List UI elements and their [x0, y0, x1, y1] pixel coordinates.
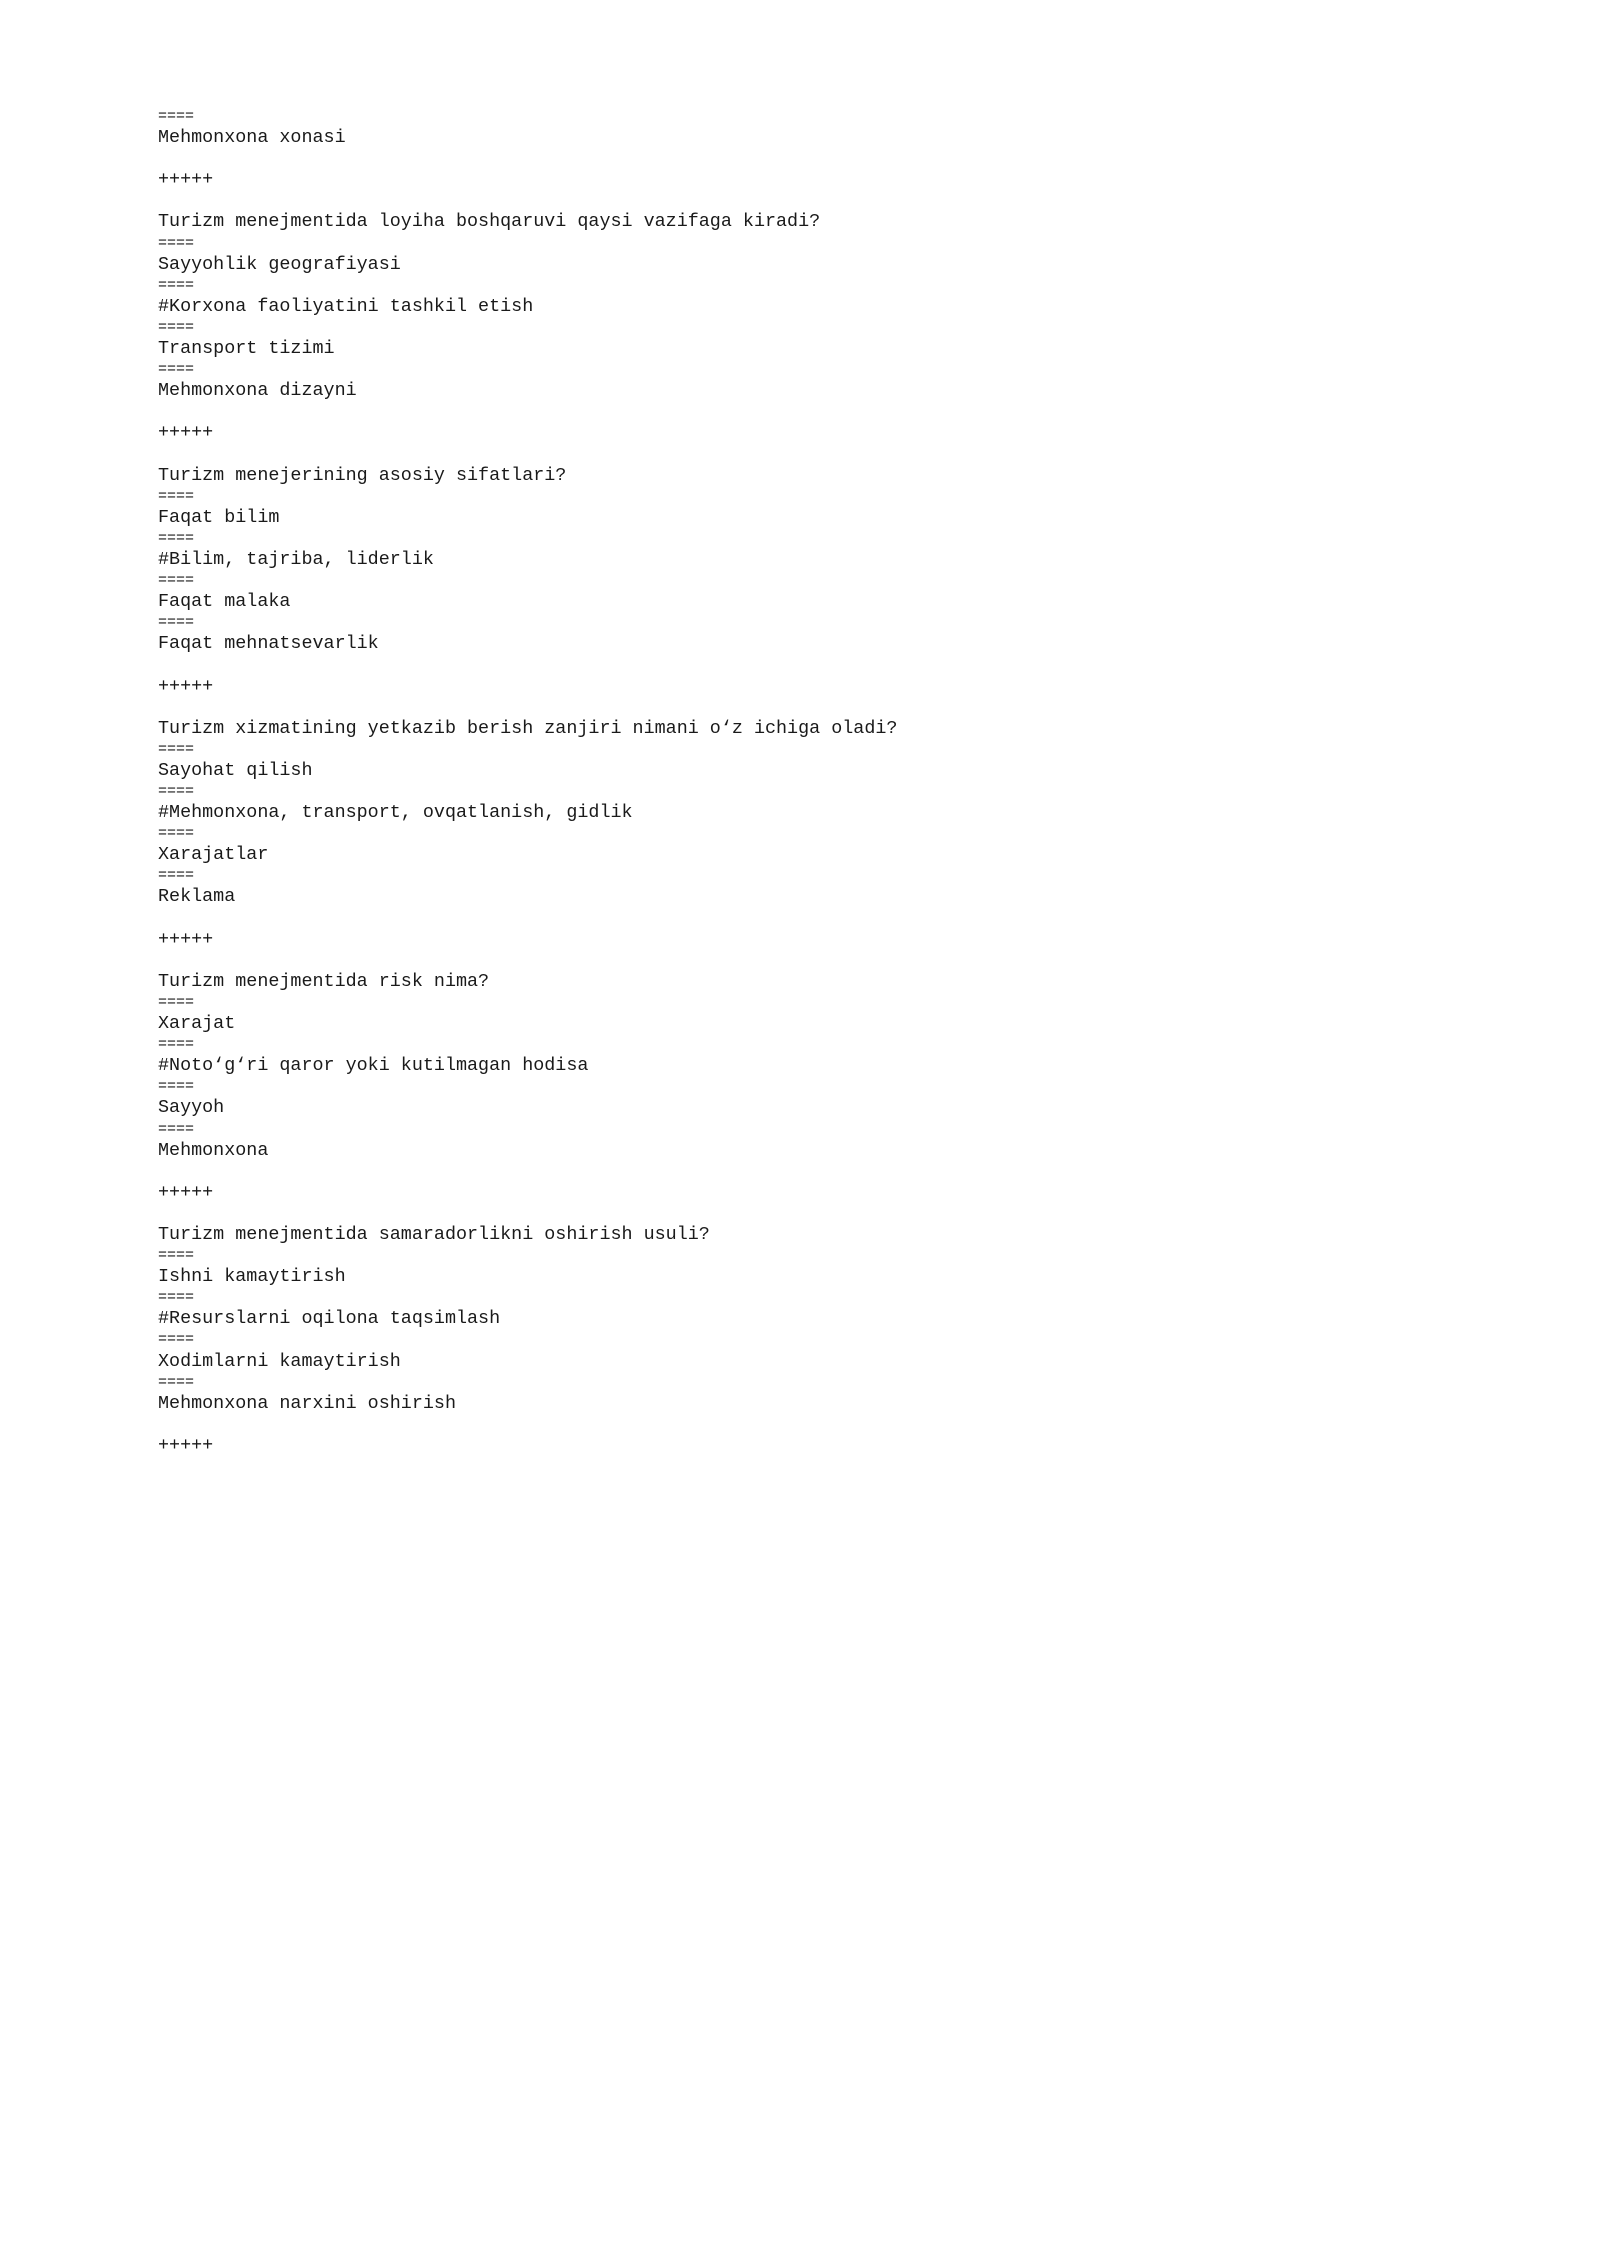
answer-line: Faqat mehnatsevarlik	[158, 633, 379, 655]
question-delimiter: +++++	[158, 422, 214, 444]
separator-line: ====	[158, 867, 195, 885]
separator-line: ====	[158, 361, 195, 379]
separator-line: ====	[158, 1078, 195, 1096]
blank-line	[158, 908, 1058, 929]
separator-line: ====	[158, 318, 195, 336]
answer-line: Ishni kamaytirish	[158, 1266, 346, 1288]
answer-line: Reklama	[158, 886, 236, 908]
separator-line: ====	[158, 825, 195, 843]
separator-line: ====	[158, 108, 195, 125]
question-line: Turizm menejmentida risk nima?	[158, 970, 490, 992]
blank-line	[158, 444, 1058, 465]
answer-line: Sayyoh	[158, 1097, 225, 1119]
separator-line: ====	[158, 740, 195, 758]
answer-line: Xarajat	[158, 1013, 236, 1035]
answer-line: Xodimlarni kamaytirish	[158, 1350, 401, 1372]
correct-answer-line: #Bilim, tajriba, liderlik	[158, 548, 434, 570]
answer-line: Mehmonxona xonasi	[158, 127, 346, 149]
question-line: Turizm menejmentida loyiha boshqaruvi qaysi vazifaga kiradi?	[158, 211, 821, 233]
separator-line: ====	[158, 1036, 195, 1054]
blank-line	[158, 1414, 1058, 1435]
correct-answer-line: #Korxona faoliyatini tashkil etish	[158, 295, 534, 317]
separator-line: ====	[158, 1331, 195, 1349]
question-delimiter: +++++	[158, 1181, 214, 1203]
answer-line: Mehmonxona	[158, 1139, 269, 1161]
separator-line: ====	[158, 783, 195, 800]
question-delimiter: +++++	[158, 169, 214, 191]
correct-answer-line: #Noto‘g‘ri qaror yoki kutilmagan hodisa	[158, 1055, 589, 1077]
correct-answer-line: #Resurslarni oqilona taqsimlash	[158, 1308, 501, 1330]
question-line: Turizm xizmatining yetkazib berish zanjiri nimani o‘z ichiga oladi?	[158, 717, 898, 739]
blank-line	[158, 697, 1058, 718]
answer-line: Mehmonxona dizayni	[158, 380, 357, 402]
separator-line: ====	[158, 993, 195, 1011]
question-line: Turizm menejerining asosiy sifatlari?	[158, 464, 567, 486]
blank-line	[158, 190, 1058, 211]
blank-line	[158, 148, 1058, 169]
answer-line: Faqat bilim	[158, 506, 280, 528]
answer-line: Transport tizimi	[158, 338, 335, 360]
separator-line: ====	[158, 1289, 195, 1307]
blank-line	[158, 1161, 1058, 1182]
answer-line: Mehmonxona narxini oshirish	[158, 1392, 456, 1414]
question-delimiter: +++++	[158, 1434, 214, 1456]
correct-answer-line: #Mehmonxona, transport, ovqatlanish, gidlik	[158, 802, 633, 824]
separator-line: ====	[158, 1120, 195, 1138]
question-delimiter: +++++	[158, 675, 214, 697]
blank-line	[158, 1203, 1058, 1224]
separator-line: ====	[158, 1247, 195, 1265]
question-line: Turizm menejmentida samaradorlikni oshirish usuli?	[158, 1223, 710, 1245]
separator-line: ====	[158, 1373, 195, 1391]
blank-line	[158, 950, 1058, 971]
separator-line: ====	[158, 276, 195, 294]
answer-line: Sayohat qilish	[158, 759, 313, 781]
separator-line: ====	[158, 234, 195, 252]
separator-line: ====	[158, 572, 195, 590]
blank-line	[158, 654, 1058, 675]
separator-line: ====	[158, 614, 195, 632]
answer-line: Faqat malaka	[158, 591, 291, 613]
question-delimiter: +++++	[158, 928, 214, 950]
separator-line: ====	[158, 529, 195, 547]
document-body	[158, 106, 1058, 1456]
separator-line: ====	[158, 487, 195, 505]
answer-line: Sayyohlik geografiyasi	[158, 253, 401, 275]
blank-line	[158, 401, 1058, 422]
answer-line: Xarajatlar	[158, 844, 269, 866]
